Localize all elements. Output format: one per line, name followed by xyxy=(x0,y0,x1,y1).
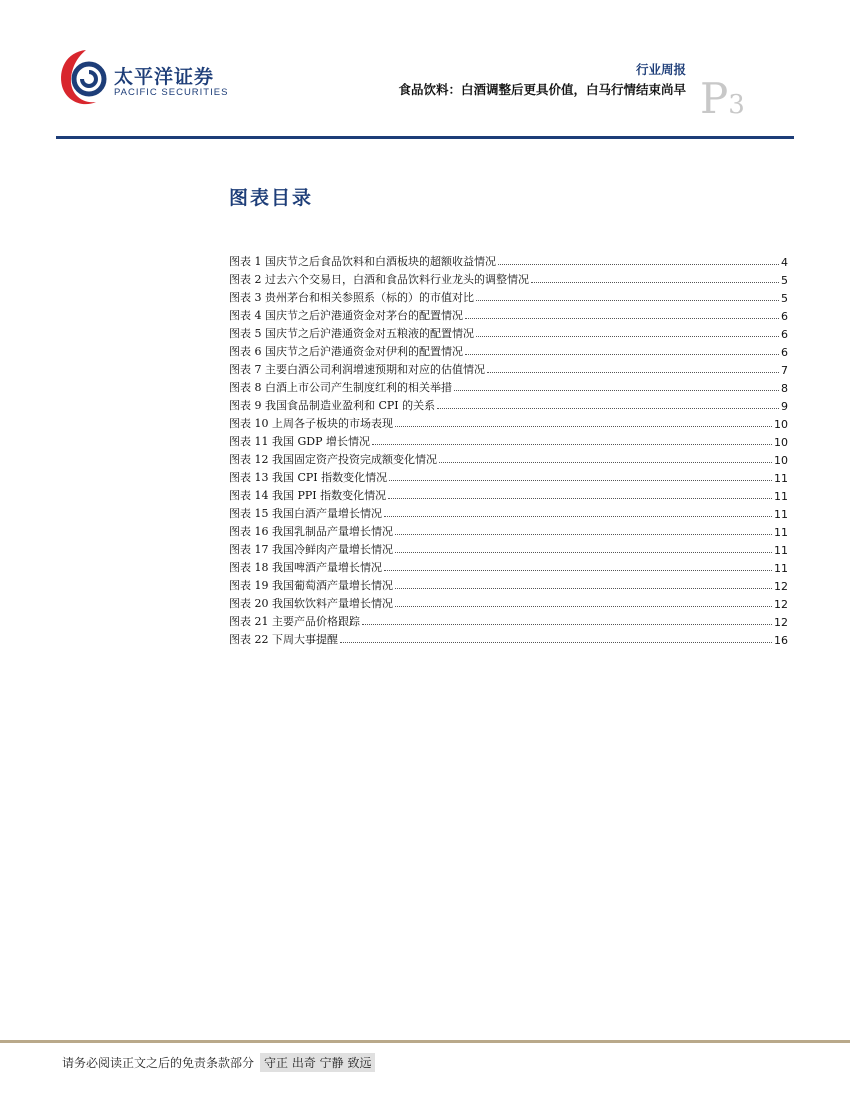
toc-entry-page: 4 xyxy=(781,256,788,269)
logo-english-name: PACIFIC SECURITIES xyxy=(114,87,229,98)
toc-entry-leader-dots xyxy=(487,372,779,373)
page-number-value: 3 xyxy=(728,90,745,120)
toc-entry[interactable] xyxy=(229,413,788,431)
toc-entry-leader-dots xyxy=(384,570,772,571)
toc-entry-leader-dots xyxy=(395,552,772,553)
toc-entry-page: 9 xyxy=(781,400,788,413)
toc-entry-leader-dots xyxy=(389,480,772,481)
footer xyxy=(62,1053,375,1072)
toc-entry-label: 图表 9 我国食品制造业盈利和 CPI 的关系 xyxy=(229,399,436,412)
toc-entry-page: 12 xyxy=(774,616,788,629)
toc-entry-leader-dots xyxy=(388,498,772,499)
toc-entry[interactable] xyxy=(229,395,788,413)
toc-entry[interactable] xyxy=(229,557,788,575)
toc-entry[interactable] xyxy=(229,323,788,341)
toc-entry[interactable] xyxy=(229,287,788,305)
toc-entry-page: 10 xyxy=(774,436,788,449)
toc-entry-page: 16 xyxy=(774,634,788,647)
toc-entry-leader-dots xyxy=(531,282,779,283)
header-divider xyxy=(56,136,794,139)
toc-entry-page: 6 xyxy=(781,310,788,323)
toc-entry[interactable] xyxy=(229,629,788,647)
toc-entry-page: 11 xyxy=(774,472,788,485)
toc-entry[interactable] xyxy=(229,377,788,395)
toc-entry-page: 5 xyxy=(781,274,788,287)
toc-entry-leader-dots xyxy=(437,408,779,409)
toc-entry[interactable] xyxy=(229,251,788,269)
toc-entry-label: 图表 3 贵州茅台和相关参照系（标的）的市值对比 xyxy=(229,291,474,304)
toc-entry-page: 6 xyxy=(781,346,788,359)
toc-entry-page: 10 xyxy=(774,418,788,431)
toc-entry-label: 图表 6 国庆节之后沪港通资金对伊利的配置情况 xyxy=(229,345,463,358)
toc-entry-page: 6 xyxy=(781,328,788,341)
toc-entry-label: 图表 22 下周大事提醒 xyxy=(229,633,338,646)
toc-entry-leader-dots xyxy=(395,588,772,589)
toc-entry-leader-dots xyxy=(362,624,772,625)
logo-mark-icon xyxy=(56,46,112,110)
toc-entry[interactable] xyxy=(229,305,788,323)
toc-title: 图表目录 xyxy=(229,187,314,209)
toc-entry-page: 11 xyxy=(774,526,788,539)
toc-entry-leader-dots xyxy=(476,300,779,301)
toc-entry-label: 图表 4 国庆节之后沪港通资金对茅台的配置情况 xyxy=(229,309,463,322)
toc-list xyxy=(229,251,788,647)
toc-entry-label: 图表 2 过去六个交易日，白酒和食品饮料行业龙头的调整情况 xyxy=(229,273,529,286)
footer-divider xyxy=(0,1040,850,1043)
toc-entry[interactable] xyxy=(229,449,788,467)
toc-entry[interactable] xyxy=(229,341,788,359)
report-title: 食品饮料：白酒调整后更具价值，白马行情结束尚早 xyxy=(398,82,686,97)
toc-entry-label: 图表 18 我国啤酒产量增长情况 xyxy=(229,561,382,574)
toc-entry-label: 图表 11 我国 GDP 增长情况 xyxy=(229,435,370,448)
page-number xyxy=(700,74,745,123)
toc-entry[interactable] xyxy=(229,485,788,503)
toc-entry[interactable] xyxy=(229,431,788,449)
footer-disclaimer: 请务必阅读正文之后的免责条款部分 xyxy=(62,1056,255,1070)
toc-entry-label: 图表 8 白酒上市公司产生制度红利的相关举措 xyxy=(229,381,452,394)
toc-entry[interactable] xyxy=(229,359,788,377)
toc-entry-page: 11 xyxy=(774,544,788,557)
toc-entry[interactable] xyxy=(229,467,788,485)
toc-entry-label: 图表 1 国庆节之后食品饮料和白酒板块的超额收益情况 xyxy=(229,255,496,268)
toc-entry-page: 5 xyxy=(781,292,788,305)
logo-chinese-name: 太平洋证券 xyxy=(114,66,215,88)
toc-entry-leader-dots xyxy=(395,534,772,535)
toc-entry-page: 12 xyxy=(774,598,788,611)
toc-entry-label: 图表 7 主要白酒公司利润增速预期和对应的估值情况 xyxy=(229,363,485,376)
toc-entry-label: 图表 13 我国 CPI 指数变化情况 xyxy=(229,471,388,484)
toc-entry-label: 图表 16 我国乳制品产量增长情况 xyxy=(229,525,393,538)
toc-entry[interactable] xyxy=(229,503,788,521)
toc-entry-leader-dots xyxy=(476,336,779,337)
toc-entry-leader-dots xyxy=(465,318,779,319)
toc-entry[interactable] xyxy=(229,539,788,557)
toc-entry-label: 图表 15 我国白酒产量增长情况 xyxy=(229,507,382,520)
toc-entry-leader-dots xyxy=(439,462,772,463)
toc-entry-label: 图表 21 主要产品价格跟踪 xyxy=(229,615,360,628)
toc-entry-leader-dots xyxy=(454,390,779,391)
toc-entry-page: 7 xyxy=(781,364,788,377)
toc-entry-page: 8 xyxy=(781,382,788,395)
toc-entry-label: 图表 10 上周各子板块的市场表现 xyxy=(229,417,393,430)
toc-entry-leader-dots xyxy=(340,642,772,643)
toc-entry-leader-dots xyxy=(395,606,772,607)
toc-entry[interactable] xyxy=(229,611,788,629)
toc-entry[interactable] xyxy=(229,593,788,611)
toc-entry-label: 图表 17 我国冷鲜肉产量增长情况 xyxy=(229,543,393,556)
toc-entry-page: 12 xyxy=(774,580,788,593)
company-logo xyxy=(56,46,256,110)
toc-entry-page: 10 xyxy=(774,454,788,467)
report-type: 行业周报 xyxy=(635,62,686,77)
toc-entry[interactable] xyxy=(229,575,788,593)
toc-entry[interactable] xyxy=(229,521,788,539)
toc-entry-label: 图表 19 我国葡萄酒产量增长情况 xyxy=(229,579,393,592)
toc-entry-leader-dots xyxy=(384,516,772,517)
toc-entry-page: 11 xyxy=(774,562,788,575)
page-number-prefix: P xyxy=(700,74,729,123)
toc-entry-page: 11 xyxy=(774,508,788,521)
toc-entry[interactable] xyxy=(229,269,788,287)
toc-entry-leader-dots xyxy=(465,354,779,355)
toc-entry-label: 图表 12 我国固定资产投资完成额变化情况 xyxy=(229,453,437,466)
footer-motto: 守正 出奇 宁静 致远 xyxy=(260,1053,375,1072)
toc-entry-label: 图表 20 我国软饮料产量增长情况 xyxy=(229,597,393,610)
toc-entry-page: 11 xyxy=(774,490,788,503)
toc-entry-label: 图表 5 国庆节之后沪港通资金对五粮液的配置情况 xyxy=(229,327,474,340)
toc-entry-leader-dots xyxy=(498,264,779,265)
toc-entry-leader-dots xyxy=(395,426,772,427)
toc-entry-label: 图表 14 我国 PPI 指数变化情况 xyxy=(229,489,387,502)
toc-entry-leader-dots xyxy=(372,444,772,445)
